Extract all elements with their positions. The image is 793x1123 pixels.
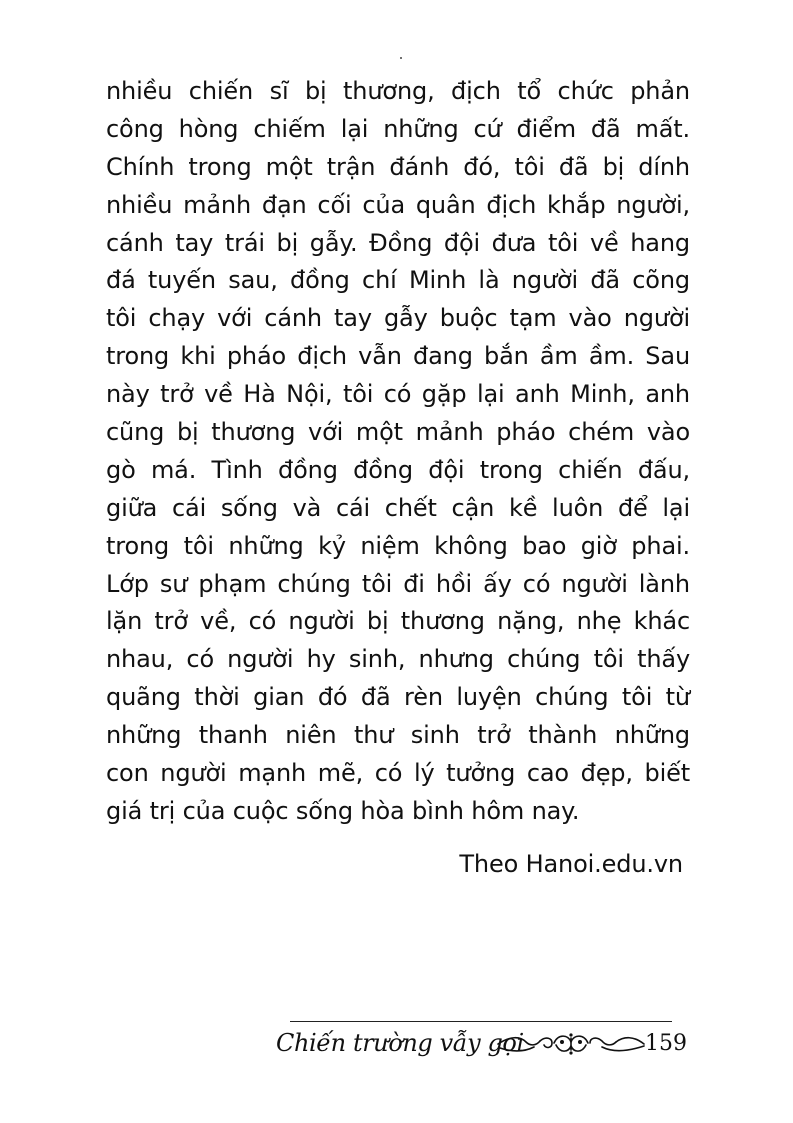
speck-mark [400, 57, 402, 59]
body-line: nhiều mảnh đạn cối của quân địch khắp người, [106, 190, 690, 219]
body-line: cũng bị thương với một mảnh pháo chém vào [106, 418, 690, 447]
body-line: con người mạnh mẽ, có lý tưởng cao đẹp, biết [106, 759, 690, 788]
body-line: nhau, có người hy sinh, nhưng chúng tôi thấy [106, 645, 690, 674]
body-line: lặn trở về, có người bị thương nặng, nhẹ khác [106, 607, 690, 636]
body-line: cánh tay trái bị gẫy. Đồng đội đưa tôi về hang [106, 228, 690, 257]
body-line: tôi chạy với cánh tay gẫy buộc tạm vào người [106, 304, 690, 333]
article-body [106, 73, 690, 831]
body-line: Chính trong một trận đánh đó, tôi đã bị dính [106, 152, 690, 181]
decorative-flourish-icon [496, 1026, 646, 1060]
body-line: Lớp sư phạm chúng tôi đi hồi ấy có người lành [106, 569, 690, 598]
body-line: trong khi pháo địch vẫn đang bắn ầm ầm. Sau [106, 342, 690, 371]
page-footer [276, 1023, 686, 1063]
book-title: Chiến trường vẫy gọi [276, 1029, 524, 1057]
body-line: nhiều chiến sĩ bị thương, địch tổ chức phản [106, 77, 690, 105]
footer-rule [290, 1021, 672, 1022]
body-line: trong tôi những kỷ niệm không bao giờ phai. [106, 531, 690, 560]
body-line: công hòng chiếm lại những cứ điểm đã mất. [106, 114, 690, 143]
body-line: quãng thời gian đó đã rèn luyện chúng tôi từ [106, 683, 690, 712]
body-line: đá tuyến sau, đồng chí Minh là người đã cõng [106, 266, 690, 295]
body-line: những thanh niên thư sinh trở thành những [106, 721, 690, 750]
source-credit: Theo Hanoi.edu.vn [459, 850, 683, 878]
body-line: giữa cái sống và cái chết cận kề luôn để lại [106, 493, 690, 522]
body-line: này trở về Hà Nội, tôi có gặp lại anh Minh, anh [106, 380, 690, 409]
body-line-last: giá trị của cuộc sống hòa bình hôm nay. [106, 796, 580, 825]
body-line: gò má. Tình đồng đồng đội trong chiến đấu, [106, 455, 690, 484]
page-number: 159 [645, 1031, 687, 1056]
